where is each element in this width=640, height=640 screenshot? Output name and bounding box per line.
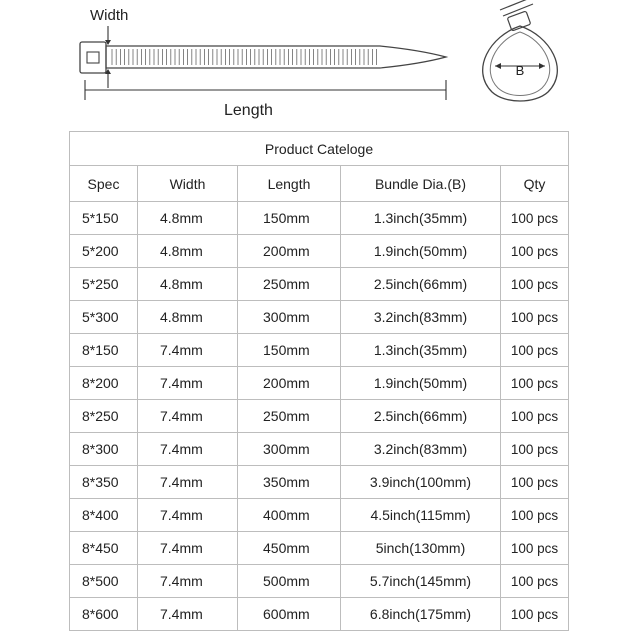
cell-width: 7.4mm: [138, 499, 238, 532]
cell-qty: 100 pcs: [501, 268, 569, 301]
header-qty: Qty: [501, 166, 569, 202]
product-catalog: [69, 131, 568, 631]
cell-width: 7.4mm: [138, 565, 238, 598]
tie-head: [80, 42, 106, 73]
table-row: [70, 466, 569, 499]
cell-length: 200mm: [238, 367, 341, 400]
cell-width: 7.4mm: [138, 466, 238, 499]
cell-qty: 100 pcs: [501, 433, 569, 466]
cell-qty: 100 pcs: [501, 367, 569, 400]
cell-width: 7.4mm: [138, 334, 238, 367]
table-row: [70, 598, 569, 631]
cell-spec: 8*450: [70, 532, 138, 565]
cell-bundle-dia: 2.5inch(66mm): [341, 400, 501, 433]
cell-spec: 8*150: [70, 334, 138, 367]
cell-width: 4.8mm: [138, 235, 238, 268]
table-title: Product Cateloge: [70, 132, 569, 166]
tie-head-slot: [87, 52, 99, 63]
table-row: [70, 301, 569, 334]
cell-bundle-dia: 1.9inch(50mm): [341, 367, 501, 400]
cell-length: 300mm: [238, 433, 341, 466]
cell-spec: 5*250: [70, 268, 138, 301]
table-body: [70, 202, 569, 631]
cell-qty: 100 pcs: [501, 565, 569, 598]
table-row: [70, 499, 569, 532]
cell-bundle-dia: 3.2inch(83mm): [341, 301, 501, 334]
cell-bundle-dia: 2.5inch(66mm): [341, 268, 501, 301]
table-row: [70, 202, 569, 235]
cell-qty: 100 pcs: [501, 598, 569, 631]
cell-length: 350mm: [238, 466, 341, 499]
cell-spec: 8*300: [70, 433, 138, 466]
table-row: [70, 400, 569, 433]
cell-qty: 100 pcs: [501, 466, 569, 499]
cell-bundle-dia: 3.9inch(100mm): [341, 466, 501, 499]
cell-width: 4.8mm: [138, 301, 238, 334]
cell-length: 150mm: [238, 334, 341, 367]
cell-spec: 8*600: [70, 598, 138, 631]
cell-length: 250mm: [238, 400, 341, 433]
cell-length: 450mm: [238, 532, 341, 565]
cell-length: 250mm: [238, 268, 341, 301]
width-label: Width: [90, 7, 129, 24]
cell-bundle-dia: 5inch(130mm): [341, 532, 501, 565]
cell-qty: 100 pcs: [501, 400, 569, 433]
cell-bundle-dia: 6.8inch(175mm): [341, 598, 501, 631]
cell-bundle-dia: 5.7inch(145mm): [341, 565, 501, 598]
header-length: Length: [238, 166, 341, 202]
cable-tie-diagram: [0, 0, 640, 130]
cell-spec: 5*150: [70, 202, 138, 235]
table-row: [70, 235, 569, 268]
cell-qty: 100 pcs: [501, 301, 569, 334]
header-width: Width: [138, 166, 238, 202]
cell-width: 7.4mm: [138, 400, 238, 433]
cell-spec: 8*400: [70, 499, 138, 532]
cell-qty: 100 pcs: [501, 202, 569, 235]
tie-teeth: [112, 49, 377, 65]
cell-width: 7.4mm: [138, 598, 238, 631]
table-row: [70, 532, 569, 565]
header-row: [70, 166, 569, 202]
cell-bundle-dia: 1.3inch(35mm): [341, 334, 501, 367]
cell-bundle-dia: 3.2inch(83mm): [341, 433, 501, 466]
cell-width: 7.4mm: [138, 367, 238, 400]
cell-qty: 100 pcs: [501, 334, 569, 367]
cell-qty: 100 pcs: [501, 532, 569, 565]
table-row: [70, 367, 569, 400]
cell-spec: 8*500: [70, 565, 138, 598]
cell-spec: 5*300: [70, 301, 138, 334]
cell-width: 7.4mm: [138, 532, 238, 565]
header-bundle-dia: Bundle Dia.(B): [341, 166, 501, 202]
cell-length: 150mm: [238, 202, 341, 235]
cell-qty: 100 pcs: [501, 499, 569, 532]
cell-qty: 100 pcs: [501, 235, 569, 268]
cell-spec: 5*200: [70, 235, 138, 268]
cell-spec: 8*350: [70, 466, 138, 499]
bundle-label: B: [515, 63, 525, 78]
cell-width: 4.8mm: [138, 202, 238, 235]
cell-bundle-dia: 1.9inch(50mm): [341, 235, 501, 268]
product-table: [69, 131, 569, 631]
cell-width: 7.4mm: [138, 433, 238, 466]
cell-length: 600mm: [238, 598, 341, 631]
cell-width: 4.8mm: [138, 268, 238, 301]
cell-bundle-dia: 1.3inch(35mm): [341, 202, 501, 235]
cell-length: 400mm: [238, 499, 341, 532]
header-spec: Spec: [70, 166, 138, 202]
table-row: [70, 433, 569, 466]
cell-length: 200mm: [238, 235, 341, 268]
cell-spec: 8*250: [70, 400, 138, 433]
cell-length: 500mm: [238, 565, 341, 598]
looped-tie-head: [500, 0, 533, 31]
table-row: [70, 268, 569, 301]
length-label: Length: [224, 102, 273, 119]
table-row: [70, 565, 569, 598]
cell-length: 300mm: [238, 301, 341, 334]
table-row: [70, 334, 569, 367]
cell-bundle-dia: 4.5inch(115mm): [341, 499, 501, 532]
cell-spec: 8*200: [70, 367, 138, 400]
